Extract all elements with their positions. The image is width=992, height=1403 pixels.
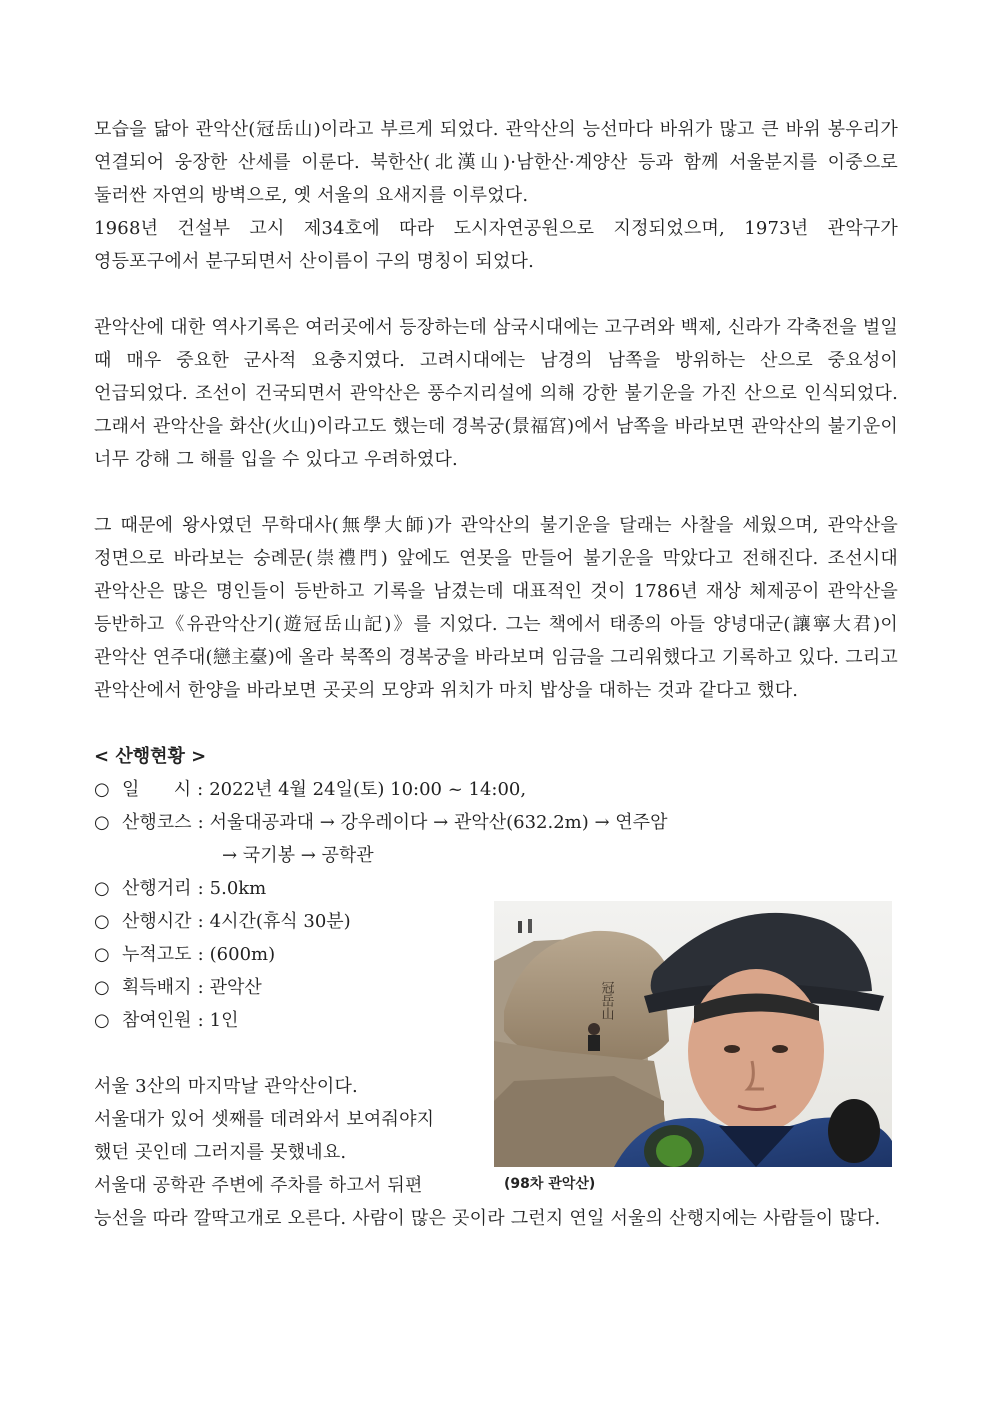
bullet-circle-icon: ○ xyxy=(94,1010,110,1031)
bullet-circle-icon: ○ xyxy=(94,812,110,833)
info-label: 참여인원 xyxy=(122,1010,192,1031)
info-value: 2022년 4월 24일(토) 10:00 ~ 14:00, xyxy=(209,779,527,800)
info-label: 산행시간 xyxy=(122,911,192,932)
info-row-course-cont xyxy=(94,839,898,872)
info-label: 산행거리 xyxy=(122,878,192,899)
info-value: 서울대공과대 → 강우레이다 → 관악산(632.2m) → 연주암 xyxy=(209,812,668,833)
info-value: 5.0km xyxy=(209,878,267,899)
bullet-circle-icon: ○ xyxy=(94,911,110,932)
info-label: 획득배지 xyxy=(122,977,192,998)
info-value: 관악산 xyxy=(209,977,262,998)
info-row-elevation: ○ 누적고도 : (600m) xyxy=(94,938,898,971)
info-row-time: ○ 산행시간 : 4시간(휴식 30분) xyxy=(94,905,898,938)
closing-line: 서울대가 있어 셋째를 데려와서 보여줘야지 xyxy=(94,1109,435,1130)
info-value: (600m) xyxy=(209,944,276,965)
closing-line: 서울대 공학관 주변에 주차를 하고서 뒤편 xyxy=(94,1175,423,1196)
bullet-circle-icon: ○ xyxy=(94,977,110,998)
closing-paragraph: 능선을 따라 깔딱고개로 오른다. 사람이 많은 곳이라 그런지 연일 서울의 산행지에는 사람들이 많다. xyxy=(94,1208,881,1229)
paragraph-fire-legend: 그 때문에 왕사였던 무학대사(無學大師)가 관악산의 불기운을 달래는 사찰을 세웠으며, 관악산을 정면으로 바라보는 숭례문(崇禮門) 앞에도 연못을 만들어 불기운을 막았다고 전해진다. 조선시대 관악산은 많은 명인들이 등반하고 기록을 남겼는데 대표적인 것이 1786년 재상 체제공이 관악산을 등반하고《유관악산기(遊冠岳山記)》를 지었다. 그는 책에서 태종의 아들 양녕대군(讓寧大君)이 관악산 연주대(戀主臺)에 올라 북쪽의 경복궁을 바라보며 임금을 그리워했다고 기록하고 있다. 그리고 관악산에서 한양을 바라보면 곳곳의 모양과 위치가 마치 밥상을 대하는 것과 같다고 했다. xyxy=(94,515,898,701)
info-row-people: ○ 참여인원 : 1인 xyxy=(94,1004,898,1037)
info-row-badge: ○ 획득배지 : 관악산 xyxy=(94,971,898,1004)
info-value: → 국기봉 → 공학관 xyxy=(222,845,374,866)
hike-photo-figure xyxy=(494,901,892,1201)
paragraph-name-origin: 모습을 닮아 관악산(冠岳山)이라고 부르게 되었다. 관악산의 능선마다 바위가 많고 큰 바위 봉우리가 연결되어 웅장한 산세를 이룬다. 북한산(北漢山)·남한산·계양산 등과 함께 서울분지를 이중으로 둘러싼 자연의 방벽으로, 옛 서울의 요새지를 이루었다. xyxy=(94,119,898,206)
info-row-date: ○ 일 시 : 2022년 4월 24일(토) 10:00 ~ 14:00, xyxy=(94,773,898,806)
section-title: < 산행현황 > xyxy=(94,746,207,767)
info-label: 누적고도 xyxy=(122,944,192,965)
info-value: 4시간(휴식 30분) xyxy=(209,911,351,932)
info-value: 1인 xyxy=(209,1010,239,1031)
paragraph-history: 관악산에 대한 역사기록은 여러곳에서 등장하는데 삼국시대에는 고구려와 백제, 신라가 각축전을 벌일 때 매우 중요한 군사적 요충지였다. 고려시대에는 남경의 남쪽을 방위하는 산으로 중요성이 언급되었다. 조선이 건국되면서 관악산은 풍수지리설에 의해 강한 불기운을 가진 산으로 인식되었다. 그래서 관악산을 화산(火山)이라고도 했는데 경복궁(景福宮)에서 남쪽을 바라보면 관악산의 불기운이 너무 강해 그 해를 입을 수 있다고 우려하였다. xyxy=(94,317,898,470)
paragraph-park-designation: 1968년 건설부 고시 제34호에 따라 도시자연공원으로 지정되었으며, 1973년 관악구가 영등포구에서 분구되면서 산이름이 구의 명칭이 되었다. xyxy=(94,218,898,272)
bullet-circle-icon: ○ xyxy=(94,944,110,965)
bullet-circle-icon: ○ xyxy=(94,779,110,800)
rock-inscription: 冠岳山 xyxy=(598,981,614,1020)
bullet-circle-icon: ○ xyxy=(94,878,110,899)
info-label: 산행코스 xyxy=(122,812,192,833)
info-row-distance: ○ 산행거리 : 5.0km xyxy=(94,872,898,905)
closing-line: 서울 3산의 마지막날 관악산이다. xyxy=(94,1076,358,1097)
info-label: 일 시 xyxy=(122,779,192,800)
closing-line: 했던 곳인데 그러지를 못했네요. xyxy=(94,1142,347,1163)
info-row-course: ○ 산행코스 : 서울대공과대 → 강우레이다 → 관악산(632.2m) → 연주암 xyxy=(94,806,898,839)
hiker-selfie-photo xyxy=(494,901,892,1167)
photo-caption: (98차 관악산) xyxy=(504,1176,596,1192)
